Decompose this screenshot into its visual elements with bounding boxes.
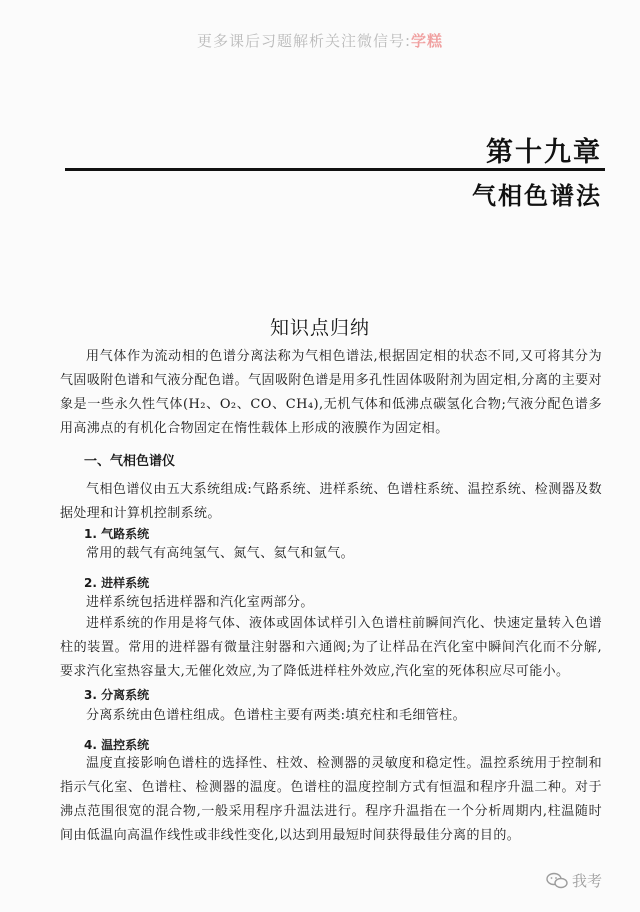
heading-gas-path-system: 1. 气路系统 bbox=[84, 527, 150, 541]
header-note-accent: 学糕 bbox=[411, 32, 444, 50]
heading-gc-instrument: 一、气相色谱仪 bbox=[84, 454, 176, 469]
section-title: 知识点归纳 bbox=[269, 317, 370, 339]
header-note-text: 更多课后习题解析关注微信号: bbox=[196, 32, 412, 50]
chapter-title: 气相色谱法 bbox=[472, 182, 602, 210]
injection-paragraph-2: 进样系统的作用是将气体、液体或固体试样引入色谱柱前瞬间汽化、快速定量转入色谱柱的装置。常用的进样器有微量注射器和六通阀;为了让样品在汽化室中瞬间汽化而不分解,要求汽化室热容量大,无催化效应,为了降低进样柱外效应,汽化室的死体积应尽可能小。 bbox=[60, 616, 602, 679]
injection-paragraph-1: 进样系统包括进样器和汽化室两部分。 bbox=[86, 595, 314, 610]
wechat-icon bbox=[546, 872, 568, 890]
carrier-gas-paragraph: 常用的载气有高纯氢气、氮气、氦气和氩气。 bbox=[86, 546, 355, 561]
separation-paragraph: 分离系统由色谱柱组成。色谱柱主要有两类:填充柱和毛细管柱。 bbox=[86, 708, 466, 723]
heading-separation-system: 3. 分离系统 bbox=[84, 688, 150, 702]
heading-injection-system: 2. 进样系统 bbox=[84, 576, 150, 590]
heading-temperature-control: 4. 温控系统 bbox=[84, 738, 150, 752]
temperature-paragraph: 温度直接影响色谱柱的选择性、柱效、检测器的灵敏度和稳定性。温控系统用于控制和指示气化室、色谱柱、检测器的温度。色谱柱的温度控制方式有恒温和程序升温二种。对于沸点范围很宽的混合物,一般采用程序升温法进行。程序升温指在一个分析周期内,柱温随时间由低温向高温作线性或非线性变化,以达到用最短时间获得最佳分离的目的。 bbox=[60, 756, 602, 843]
header-note bbox=[0, 30, 640, 51]
wechat-watermark-text: 我考 bbox=[572, 872, 603, 890]
wechat-watermark bbox=[546, 870, 602, 891]
overview-paragraph: 气相色谱仪由五大系统组成:气路系统、进样系统、色谱柱系统、温控系统、检测器及数据处理和计算机控制系统。 bbox=[60, 482, 602, 521]
chapter-rule bbox=[65, 168, 605, 171]
chapter-number: 第十九章 bbox=[486, 137, 602, 168]
intro-paragraph: 用气体作为流动相的色谱分离法称为气相色谱法,根据固定相的状态不同,又可将其分为气固吸附色谱和气液分配色谱。气固吸附色谱是用多孔性固体吸附剂为固定相,分离的主要对象是一些永久性气体(H₂、O₂、CO、CH₄),无机气体和低沸点碳氢化合物;气液分配色谱多用高沸点的有机化合物固定在惰性载体上形成的液膜作为固定相。 bbox=[60, 349, 602, 436]
